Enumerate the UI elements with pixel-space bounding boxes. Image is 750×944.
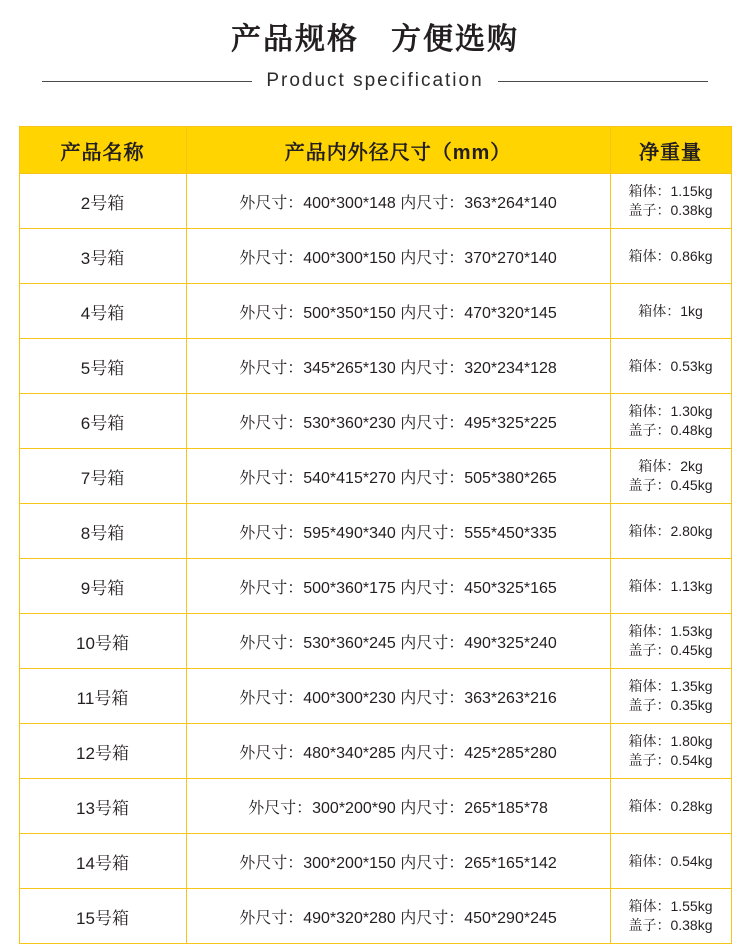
cell-product-name: 6号箱 <box>19 394 186 449</box>
table-row <box>19 834 731 889</box>
table-row <box>19 339 731 394</box>
table-row <box>19 559 731 614</box>
weight-line: 盖子：0.48kg <box>628 422 713 438</box>
column-header-weight: 净重量 <box>610 127 731 174</box>
weight-line: 箱体：0.54kg <box>628 852 713 869</box>
table-row <box>19 669 731 724</box>
table-row <box>19 174 731 229</box>
weight-line: 箱体：1.80kg <box>628 733 713 749</box>
cell-dimensions: 外尺寸：530*360*230 内尺寸：495*325*225 <box>186 394 610 449</box>
weight-line: 箱体：1.15kg <box>628 183 713 199</box>
cell-dimensions: 外尺寸：540*415*270 内尺寸：505*380*265 <box>186 449 610 504</box>
weight-line: 盖子：0.35kg <box>628 697 713 713</box>
divider-left <box>42 81 252 82</box>
cell-net-weight <box>610 559 731 614</box>
weight-line: 箱体：0.86kg <box>628 247 713 264</box>
weight-line: 箱体：0.28kg <box>628 797 713 814</box>
subtitle-row <box>0 70 750 92</box>
cell-net-weight <box>610 449 731 504</box>
weight-line: 箱体：1kg <box>638 302 703 319</box>
weight-line: 箱体：1.13kg <box>628 577 713 594</box>
table-head <box>19 127 731 174</box>
weight-line: 箱体：2.80kg <box>628 522 713 539</box>
cell-product-name: 11号箱 <box>19 669 186 724</box>
table-row <box>19 724 731 779</box>
cell-net-weight <box>610 614 731 669</box>
weight-line: 盖子：0.54kg <box>628 752 713 768</box>
cell-net-weight <box>610 174 731 229</box>
cell-dimensions: 外尺寸：500*360*175 内尺寸：450*325*165 <box>186 559 610 614</box>
cell-dimensions: 外尺寸：345*265*130 内尺寸：320*234*128 <box>186 339 610 394</box>
cell-net-weight <box>610 339 731 394</box>
page-title: 产品规格 方便选购 <box>231 23 519 56</box>
cell-product-name: 3号箱 <box>19 229 186 284</box>
cell-net-weight <box>610 669 731 724</box>
weight-line: 箱体：1.55kg <box>628 898 713 914</box>
cell-dimensions: 外尺寸：400*300*148 内尺寸：363*264*140 <box>186 174 610 229</box>
table-row <box>19 504 731 559</box>
weight-line: 盖子：0.38kg <box>628 917 713 933</box>
divider-right <box>498 81 708 82</box>
cell-dimensions: 外尺寸：480*340*285 内尺寸：425*285*280 <box>186 724 610 779</box>
weight-line: 盖子：0.45kg <box>628 642 713 658</box>
table-row <box>19 614 731 669</box>
page-subtitle: Product specification <box>266 70 484 91</box>
cell-net-weight <box>610 834 731 889</box>
cell-product-name: 9号箱 <box>19 559 186 614</box>
cell-net-weight <box>610 724 731 779</box>
weight-line: 箱体：0.53kg <box>628 357 713 374</box>
cell-product-name: 15号箱 <box>19 889 186 944</box>
cell-product-name: 13号箱 <box>19 779 186 834</box>
table-row <box>19 394 731 449</box>
cell-net-weight <box>610 394 731 449</box>
cell-product-name: 8号箱 <box>19 504 186 559</box>
table-row <box>19 449 731 504</box>
table-row <box>19 229 731 284</box>
weight-line: 盖子：0.38kg <box>628 202 713 218</box>
cell-product-name: 4号箱 <box>19 284 186 339</box>
table-header-row <box>19 127 731 174</box>
cell-net-weight <box>610 504 731 559</box>
cell-dimensions: 外尺寸：490*320*280 内尺寸：450*290*245 <box>186 889 610 944</box>
cell-product-name: 5号箱 <box>19 339 186 394</box>
weight-line: 盖子：0.45kg <box>628 477 713 493</box>
cell-dimensions: 外尺寸：300*200*150 内尺寸：265*165*142 <box>186 834 610 889</box>
table-row <box>19 889 731 944</box>
weight-line: 箱体：1.30kg <box>628 403 713 419</box>
specification-table <box>19 126 732 944</box>
weight-line: 箱体：1.35kg <box>628 678 713 694</box>
cell-dimensions: 外尺寸：300*200*90 内尺寸：265*185*78 <box>186 779 610 834</box>
cell-dimensions: 外尺寸：400*300*150 内尺寸：370*270*140 <box>186 229 610 284</box>
cell-dimensions: 外尺寸：595*490*340 内尺寸：555*450*335 <box>186 504 610 559</box>
table-row <box>19 779 731 834</box>
cell-product-name: 2号箱 <box>19 174 186 229</box>
cell-product-name: 7号箱 <box>19 449 186 504</box>
weight-line: 箱体：2kg <box>638 458 703 474</box>
cell-product-name: 14号箱 <box>19 834 186 889</box>
table-body <box>19 174 731 944</box>
cell-product-name: 10号箱 <box>19 614 186 669</box>
cell-dimensions: 外尺寸：500*350*150 内尺寸：470*320*145 <box>186 284 610 339</box>
cell-net-weight <box>610 229 731 284</box>
cell-net-weight <box>610 284 731 339</box>
cell-dimensions: 外尺寸：530*360*245 内尺寸：490*325*240 <box>186 614 610 669</box>
column-header-name: 产品名称 <box>19 127 186 174</box>
page-header <box>0 0 750 92</box>
cell-net-weight <box>610 889 731 944</box>
weight-line: 箱体：1.53kg <box>628 623 713 639</box>
table-row <box>19 284 731 339</box>
cell-net-weight <box>610 779 731 834</box>
cell-product-name: 12号箱 <box>19 724 186 779</box>
cell-dimensions: 外尺寸：400*300*230 内尺寸：363*263*216 <box>186 669 610 724</box>
column-header-size: 产品内外径尺寸（mm） <box>186 127 610 174</box>
